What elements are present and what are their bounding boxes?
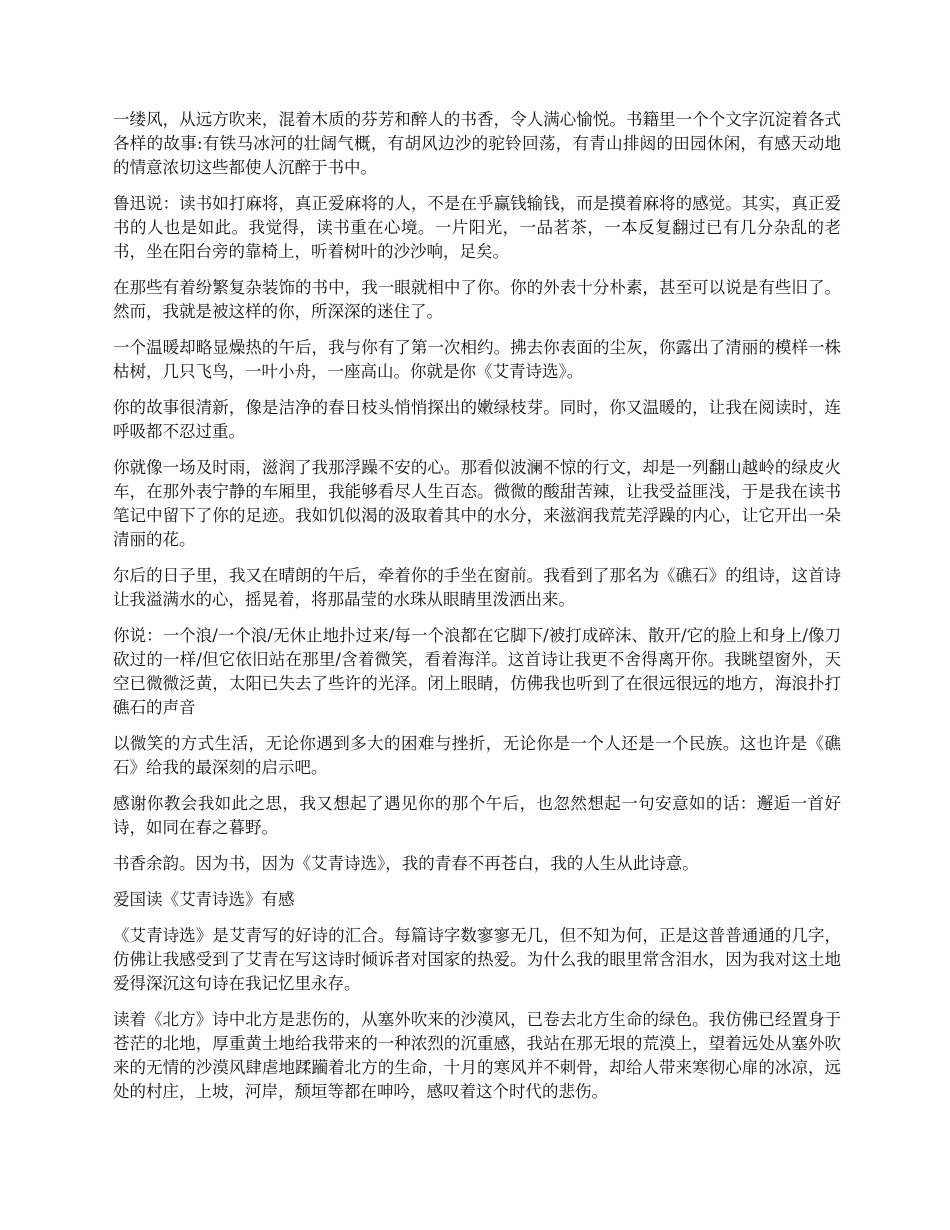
paragraph-6: 你就像一场及时雨，滋润了我那浮躁不安的心。那看似波澜不惊的行文，却是一列翻山越岭的绿皮火车，在那外表宁静的车厢里，我能够看尽人生百态。微微的酸甜苦辣，让我受益匪浅，于是我在读书笔记中留下了你的足迹。我如饥似渴的汲取着其中的水分，来滋润我荒芜浮躁的内心，让它开出一朵清丽的花。 bbox=[113, 458, 841, 549]
paragraph-4: 一个温暖却略显燥热的午后，我与你有了第一次相约。拂去你表面的尘灰，你露出了清丽的模样一株枯树，几只飞鸟，一叶小舟，一座高山。你就是你《艾青诗选》。 bbox=[113, 338, 841, 381]
paragraph-11: 书香余韵。因为书，因为《艾青诗选》，我的青春不再苍白，我的人生从此诗意。 bbox=[113, 854, 699, 873]
paragraph-3: 在那些有着纷繁复杂装饰的书中，我一眼就相中了你。你的外表十分朴素，甚至可以说是有些旧了。然而，我就是被这样的你，所深深的迷住了。 bbox=[113, 278, 841, 321]
document-body bbox=[113, 108, 841, 1116]
paragraph-9: 以微笑的方式生活，无论你遇到多大的困难与挫折，无论你是一个人还是一个民族。这也许是《礁石》给我的最深刻的启示吧。 bbox=[113, 734, 841, 777]
paragraph-12: 《艾青诗选》是艾青写的好诗的汇合。每篇诗字数寥寥无几，但不知为何，正是这普普通通的几字，仿佛让我感受到了艾青在写这诗时倾诉者对国家的热爱。为什么我的眼里常含泪水，因为我对这土地爱得深沉这句诗在我记忆里永存。 bbox=[113, 926, 841, 993]
section-heading: 爱国读《艾青诗选》有感 bbox=[113, 890, 295, 909]
paragraph-13: 读着《北方》诗中北方是悲伤的，从塞外吹来的沙漠风，已卷去北方生命的绿色。我仿佛已经置身于苍茫的北地，厚重黄土地给我带来的一种浓烈的沉重感，我站在那无垠的荒漠上，望着远处从塞外吹来的无情的沙漠风肆虐地蹂躏着北方的生命，十月的寒风并不刺骨，却给人带来寒彻心扉的冰凉，远处的村庄，上坡，河岸，颓垣等都在呻吟，感叹着这个时代的悲伤。 bbox=[113, 1010, 841, 1101]
paragraph-2: 鲁迅说：读书如打麻将，真正爱麻将的人，不是在乎赢钱输钱，而是摸着麻将的感觉。其实，真正爱书的人也是如此。我觉得，读书重在心境。一片阳光，一品茗茶，一本反复翻过已有几分杂乱的老书，坐在阳台旁的靠椅上，听着树叶的沙沙响，足矣。 bbox=[113, 194, 841, 261]
paragraph-10: 感谢你教会我如此之思，我又想起了遇见你的那个午后，也忽然想起一句安意如的话：邂逅一首好诗，如同在春之暮野。 bbox=[113, 794, 841, 837]
paragraph-5: 你的故事很清新，像是洁净的春日枝头悄悄探出的嫩绿枝芽。同时，你又温暖的，让我在阅读时，连呼吸都不忍过重。 bbox=[113, 398, 841, 441]
paragraph-1: 一缕风，从远方吹来，混着木质的芬芳和醉人的书香，令人满心愉悦。书籍里一个个文字沉淀着各式各样的故事:有铁马冰河的壮阔气概，有胡风边沙的驼铃回荡，有青山排闼的田园休闲，有感天动地的情意浓切这些都使人沉醉于书中。 bbox=[113, 110, 841, 177]
paragraph-8: 你说：一个浪/一个浪/无休止地扑过来/每一个浪都在它脚下/被打成碎沫、散开/它的脸上和身上/像刀砍过的一样/但它依旧站在那里/含着微笑，看着海洋。这首诗让我更不舍得离开你。我眺望窗外，天空已微微泛黄，太阳已失去了些许的光泽。闭上眼睛，仿佛我也听到了在很远很远的地方，海浪扑打礁石的声音 bbox=[113, 626, 841, 717]
paragraph-7: 尔后的日子里，我又在晴朗的午后，牵着你的手坐在窗前。我看到了那名为《礁石》的组诗，这首诗让我溢满水的心，摇晃着，将那晶莹的水珠从眼睛里泼洒出来。 bbox=[113, 566, 841, 609]
